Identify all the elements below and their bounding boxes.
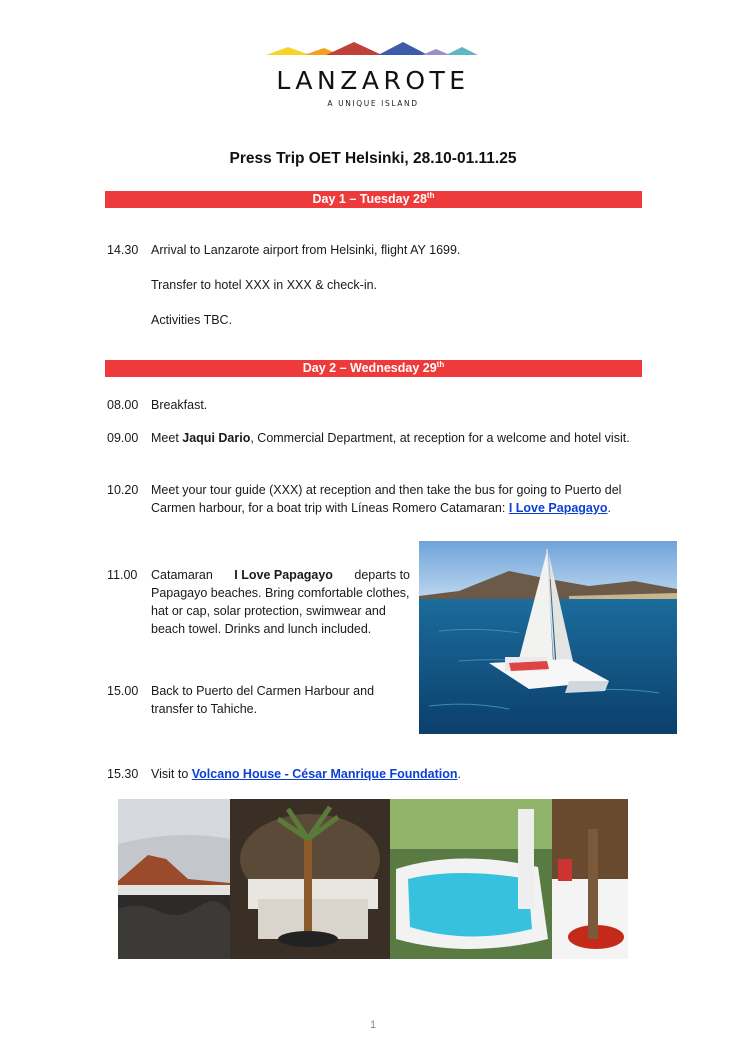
catamaran-line-2: Papagayo beaches. Bring comfortable clothes,	[151, 586, 410, 600]
page-title: Press Trip OET Helsinki, 28.10-01.11.25	[229, 150, 517, 167]
logo-wordmark: LANZAROTE	[276, 66, 470, 95]
day2-heading: Day 2 – Wednesday 29	[302, 361, 437, 375]
catamaran-time: 11.00	[107, 568, 138, 582]
tour-line-2	[151, 499, 641, 517]
visit-pre: Visit to	[151, 767, 192, 781]
catamaran-line-3: hat or cap, solar protection, swimwear and	[151, 604, 386, 618]
visit-text	[151, 765, 461, 783]
tour-text	[151, 481, 641, 517]
back-text	[151, 682, 410, 718]
catamaran-line-1	[151, 566, 410, 584]
visit-post: .	[457, 767, 462, 781]
tour-line-2-pre: Carmen harbour, for a boat trip with Líneas Romero Catamaran:	[151, 501, 509, 515]
i-love-papagayo-link[interactable]: I Love Papagayo	[508, 501, 608, 515]
catamaran-line-4: beach towel. Drinks and lunch included.	[151, 622, 372, 636]
back-time: 15.00	[107, 684, 139, 698]
meet-text	[151, 429, 630, 447]
breakfast-text: Breakfast.	[151, 398, 208, 412]
back-line-1: Back to Puerto del Carmen Harbour and	[151, 684, 375, 698]
meet-pre: Meet	[151, 431, 183, 445]
day1-text-2: Transfer to hotel XXX in XXX & check-in.	[151, 278, 378, 292]
catamaran-rest: departs to	[354, 568, 410, 582]
catamaran-photo	[419, 541, 677, 734]
catamaran-word: Catamaran	[151, 568, 213, 582]
back-line-2: transfer to Tahiche.	[151, 702, 258, 716]
lanzarote-logo	[262, 42, 484, 112]
volcano-house-link[interactable]: Volcano House - César Manrique Foundation	[191, 767, 458, 781]
day1-heading: Day 1 – Tuesday 28	[312, 192, 427, 206]
day1-text-1: Arrival to Lanzarote airport from Helsinki, flight AY 1699.	[151, 243, 461, 257]
tour-line-1: Meet your tour guide (XXX) at reception and then take the bus for going to Puerto del	[151, 483, 622, 497]
day1-time-1: 14.30	[107, 243, 139, 257]
day2-heading-bar	[105, 360, 642, 377]
catamaran-text	[151, 566, 410, 638]
day1-heading-sup: th	[426, 191, 435, 200]
logo-tagline: A UNIQUE ISLAND	[327, 99, 419, 108]
page-number: 1	[369, 1019, 377, 1031]
meet-contact-name: Jaqui Dario	[182, 431, 251, 445]
breakfast-time: 08.00	[107, 398, 139, 412]
tour-line-2-post: .	[607, 501, 611, 515]
meet-post: , Commercial Department, at reception for a welcome and hotel visit.	[250, 431, 630, 445]
tour-time: 10.20	[107, 483, 139, 497]
logo-mountains-icon	[266, 42, 480, 62]
volcano-house-collage	[118, 799, 628, 959]
visit-time: 15.30	[107, 767, 139, 781]
day1-text-3: Activities TBC.	[151, 313, 233, 327]
catamaran-name: I Love Papagayo	[234, 568, 333, 582]
day1-heading-bar	[105, 191, 642, 208]
meet-time: 09.00	[107, 431, 139, 445]
day2-heading-sup: th	[436, 360, 445, 369]
